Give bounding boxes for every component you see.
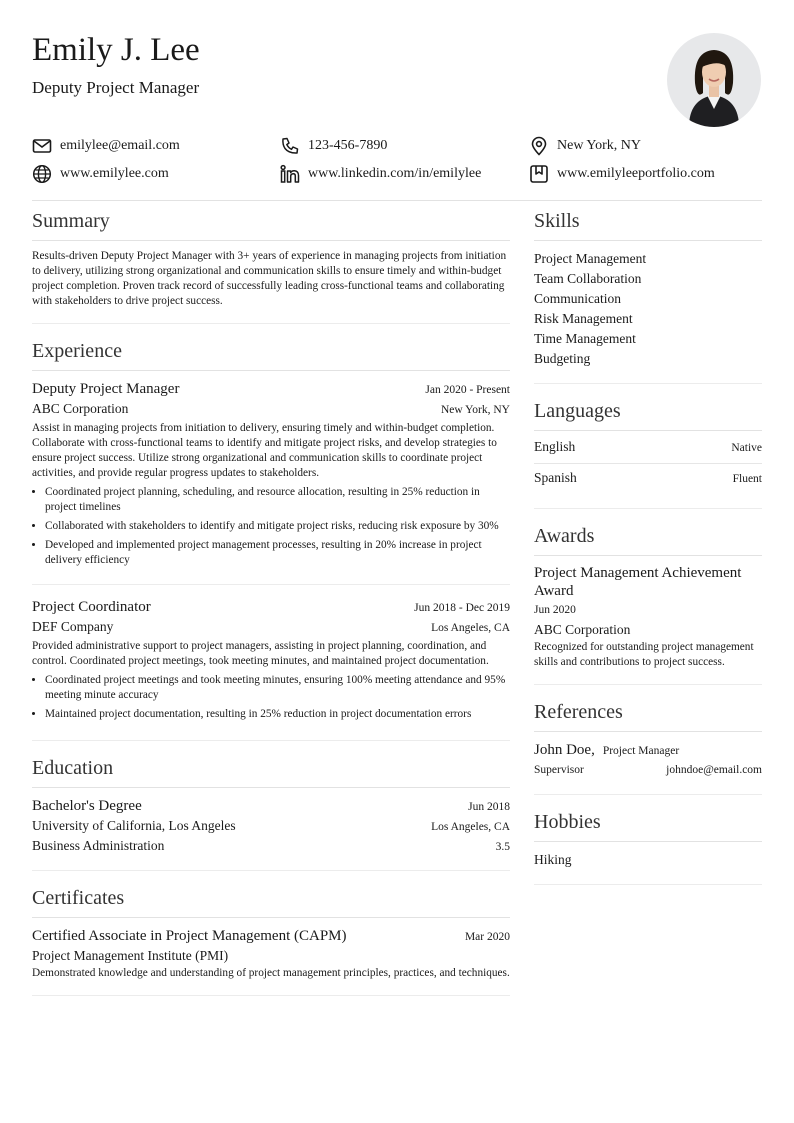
- awards-section: [534, 523, 762, 685]
- award-date: Jun 2020: [534, 604, 576, 616]
- languages-heading: Languages: [534, 398, 762, 431]
- left-column: [32, 208, 510, 1010]
- certificate-description: Demonstrated knowledge and understanding of project management principles, practices, and techniques.: [32, 967, 510, 979]
- certificates-section: [32, 885, 510, 996]
- skill-item: Project Management: [534, 251, 647, 266]
- experience-entry: [32, 584, 510, 738]
- experience-entry: [32, 379, 510, 584]
- reference-row: [534, 740, 762, 760]
- portfolio-text: www.emilyleeportfolio.com: [557, 166, 715, 181]
- job-bullet: • Maintained project documentation, resulting in 25% reduction in project documentation errors: [45, 707, 510, 722]
- education-heading: Education: [32, 755, 510, 788]
- skill-item: Time Management: [534, 331, 636, 346]
- certificate-date: Mar 2020: [464, 931, 510, 943]
- summary-section: [32, 208, 510, 324]
- email-text: emilylee@email.com: [60, 138, 180, 153]
- mail-icon: [32, 136, 52, 156]
- profile-photo-illustration: [667, 33, 761, 127]
- contact-linkedin[interactable]: [280, 163, 481, 185]
- candidate-title: Deputy Project Manager: [32, 78, 200, 97]
- skills-heading: Skills: [534, 208, 762, 241]
- phone-icon: [280, 136, 300, 156]
- job-title: Deputy Project Manager: [32, 381, 180, 397]
- awards-heading: Awards: [534, 523, 762, 556]
- phone-text: 123-456-7890: [308, 138, 388, 153]
- portfolio-icon: [529, 164, 549, 184]
- hobbies-heading: Hobbies: [534, 809, 762, 842]
- location-text: New York, NY: [557, 138, 642, 153]
- experience-heading: Experience: [32, 338, 510, 371]
- linkedin-icon: [280, 164, 300, 184]
- skill-item: Communication: [534, 291, 621, 306]
- references-heading: References: [534, 699, 762, 732]
- languages-section: [534, 398, 762, 509]
- award-org: ABC Corporation: [534, 622, 631, 637]
- experience-section: [32, 338, 510, 741]
- contact-location: [529, 135, 641, 157]
- language-level: Native: [731, 442, 762, 454]
- contact-email[interactable]: [32, 135, 180, 157]
- reference-name: John Doe,: [534, 742, 595, 758]
- field-of-study: Business Administration: [32, 838, 165, 853]
- reference-relation: Supervisor: [534, 764, 584, 776]
- job-company: DEF Company: [32, 619, 114, 634]
- job-company: ABC Corporation: [32, 401, 129, 416]
- contact-phone[interactable]: [280, 135, 387, 157]
- summary-heading: Summary: [32, 208, 510, 241]
- language-row: [534, 463, 762, 494]
- location-pin-icon: [529, 136, 549, 156]
- award-title: Project Management Achievement Award: [534, 565, 742, 599]
- education-location: Los Angeles, CA: [431, 821, 510, 833]
- reference-role: Project Manager: [602, 745, 680, 757]
- summary-text: Results-driven Deputy Project Manager with 3+ years of experience in managing projects from initiation to delivery, utilizing strong organizational and communication skills to ensure timely and within-budget project completion. Proven track record of successfully leading cross-functional teams and collaborating with stakeholders to drive project success.: [32, 250, 507, 307]
- hobby-item: Hiking: [534, 852, 572, 867]
- certificate-name: Certified Associate in Project Management (CAPM): [32, 928, 347, 944]
- profile-photo: [667, 33, 761, 127]
- school: University of California, Los Angeles: [32, 818, 236, 833]
- header-divider: [32, 200, 762, 201]
- job-dates: Jun 2018 - Dec 2019: [414, 602, 510, 614]
- language-level: Fluent: [732, 473, 762, 485]
- job-description: Assist in managing projects from initiation to delivery, ensuring timely and within-budget completion. Collaborate with cross-functional teams to identify and mitigate project risks, and develop strategies to ensure project success. Utilize strong organizational and communication skills to coordinate project activities, and provide regular progress updates to stakeholders.: [32, 422, 497, 479]
- degree: Bachelor's Degree: [32, 798, 142, 814]
- certificates-heading: Certificates: [32, 885, 510, 918]
- job-bullet: • Coordinated project meetings and took meeting minutes, ensuring 100% meeting attendance and 95% meeting minute accuracy: [45, 673, 510, 703]
- job-bullet: • Collaborated with stakeholders to identify and mitigate project risks, reducing risk exposure by 30%: [45, 519, 510, 534]
- skill-item: Team Collaboration: [534, 271, 642, 286]
- job-description: Provided administrative support to project managers, assisting in project planning, coordination, and control. Coordinated project meetings, took meeting minutes, and maintained project documentation.: [32, 640, 489, 667]
- hobbies-section: [534, 809, 762, 885]
- job-bullets: [32, 673, 510, 722]
- job-location: Los Angeles, CA: [431, 622, 510, 634]
- skill-item: Budgeting: [534, 351, 591, 366]
- language-row: [534, 433, 762, 463]
- linkedin-text: www.linkedin.com/in/emilylee: [308, 166, 482, 181]
- globe-icon: [32, 164, 52, 184]
- candidate-name: Emily J. Lee: [32, 32, 200, 68]
- education-date: Jun 2018: [468, 801, 510, 813]
- website-text: www.emilylee.com: [60, 166, 169, 181]
- skills-section: [534, 208, 762, 384]
- skill-item: Risk Management: [534, 311, 633, 326]
- job-bullets: [32, 485, 510, 568]
- job-bullet: • Coordinated project planning, scheduling, and resource allocation, resulting in 25% reduction in project timelines: [45, 485, 510, 515]
- job-bullet: • Developed and implemented project management processes, resulting in 20% increase in project delivery efficiency: [45, 538, 510, 568]
- contact-website[interactable]: [32, 163, 169, 185]
- education-section: [32, 755, 510, 871]
- job-title: Project Coordinator: [32, 599, 151, 615]
- certificate-issuer: Project Management Institute (PMI): [32, 948, 229, 963]
- gpa: 3.5: [495, 841, 510, 853]
- job-dates: Jan 2020 - Present: [425, 384, 510, 396]
- references-section: [534, 699, 762, 795]
- job-location: New York, NY: [440, 404, 510, 416]
- language-name: English: [534, 439, 576, 454]
- reference-email[interactable]: johndoe@email.com: [666, 764, 762, 776]
- right-column: [534, 208, 762, 899]
- contact-portfolio[interactable]: [529, 163, 715, 185]
- award-description: Recognized for outstanding project management skills and contributions to project success.: [534, 641, 754, 668]
- language-name: Spanish: [534, 470, 577, 485]
